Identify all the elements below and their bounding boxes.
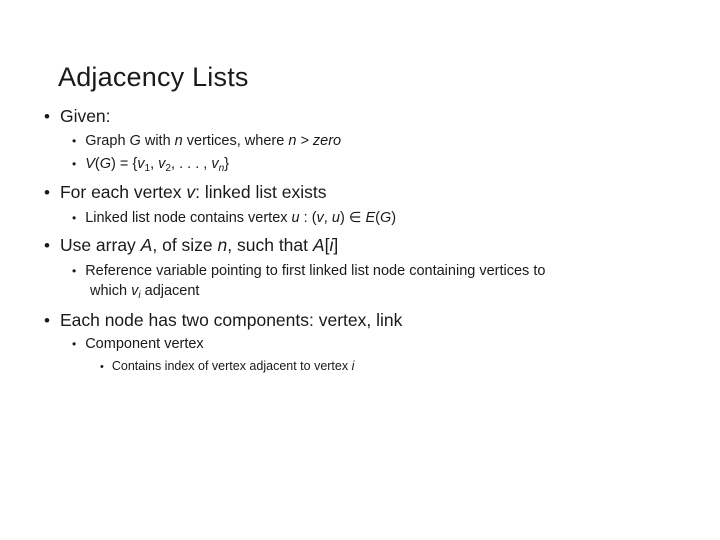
bullet-dot: • [72, 157, 77, 171]
slide-title: Adjacency Lists [58, 62, 249, 92]
sub-bullet-node: • Linked list node contains vertex u : (v, u) ∈ E(G) [72, 210, 397, 226]
bullet-dot: • [72, 134, 77, 148]
bullet-dot: • [44, 236, 50, 255]
bullet-given: • Given: [44, 106, 111, 126]
bullet-dot: • [72, 211, 77, 225]
sub-bullet-component-vertex: • Component vertex [72, 336, 204, 352]
sub-bullet-reference-cont: which $v_i$ adjacent [90, 283, 200, 301]
bullet-each-vertex: • For each vertex v: linked list exists [44, 182, 327, 202]
bullet-components: • Each node has two components: vertex, link [44, 310, 403, 330]
sub-bullet-vertex-set: • $V(G) = \{v_1$, $v_2$, . . . , $v_n$} [72, 156, 230, 174]
bullet-dot: • [100, 361, 104, 373]
bullet-array: • Use array A, of size n, such that A[i] [44, 235, 339, 255]
sub-bullet-reference: • Reference variable pointing to first linked list node containing vertices to [72, 263, 546, 279]
bullet-dot: • [44, 107, 50, 126]
bullet-dot: • [44, 311, 50, 330]
sub-sub-bullet-contains: • Contains index of vertex adjacent to vertex i [100, 359, 355, 373]
sub-bullet-graph: • Graph G with n vertices, where n > zero [72, 133, 342, 149]
bullet-dot: • [72, 337, 77, 351]
bullet-dot: • [72, 264, 77, 278]
bullet-dot: • [44, 183, 50, 202]
